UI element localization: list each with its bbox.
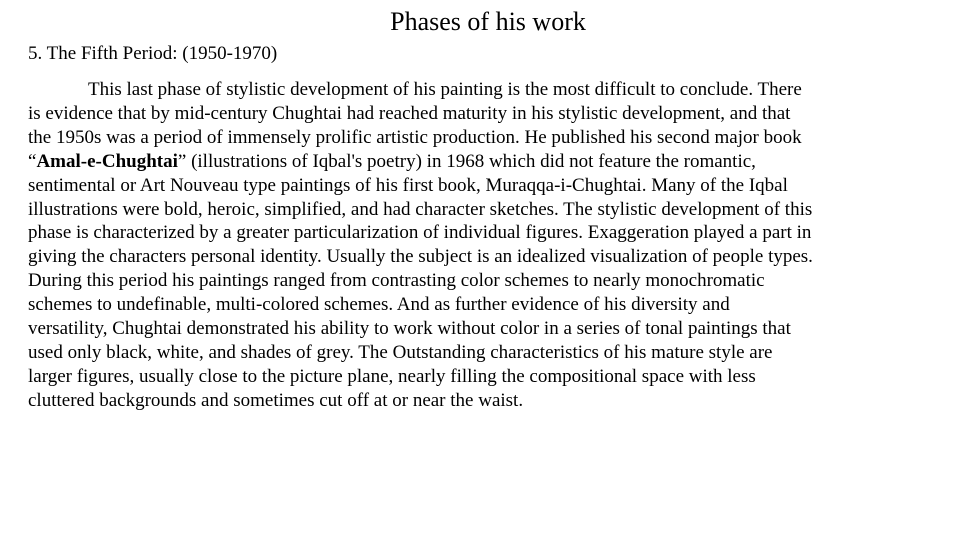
paragraph-line: cluttered backgrounds and sometimes cut off at or near the waist. xyxy=(28,389,524,411)
paragraph-line: the 1950s was a period of immensely prolific artistic production. He published his second major book xyxy=(28,126,802,148)
paragraph-line: versatility, Chughtai demonstrated his ability to work without color in a series of tonal paintings that xyxy=(28,318,791,340)
paragraph-line-rest: (illustrations of Iqbal's poetry) in 1968 which did not feature the romantic, xyxy=(186,150,756,172)
paragraph-line: This last phase of stylistic development of his painting is the most difficult to conclude. There xyxy=(88,79,802,100)
paragraph-line: schemes to undefinable, multi-colored schemes. And as further evidence of his diversity and xyxy=(28,294,730,316)
paragraph-line: is evidence that by mid-century Chughtai had reached maturity in his stylistic development, and that xyxy=(28,102,791,124)
book-title-quote-open: “ xyxy=(28,150,37,172)
paragraph-line: larger figures, usually close to the picture plane, nearly filling the compositional space with less xyxy=(28,365,756,387)
book-title-bold: Amal-e-Chughtai xyxy=(36,150,178,172)
paragraph-line: During this period his paintings ranged from contrasting color schemes to nearly monochromatic xyxy=(28,270,765,292)
book-title-quote-close: ” xyxy=(177,150,187,172)
paragraph-line: illustrations were bold, heroic, simplified, and had character sketches. The stylistic development of this xyxy=(28,198,813,220)
slide-title: Phases of his work xyxy=(390,7,586,36)
body-paragraph xyxy=(28,78,940,413)
paragraph-line: phase is characterized by a greater particularization of individual figures. Exaggeration played a part in xyxy=(28,222,812,244)
paragraph-line xyxy=(28,150,940,174)
paragraph-line: used only black, white, and shades of grey. The Outstanding characteristics of his mature style are xyxy=(28,341,773,363)
paragraph-line: giving the characters personal identity. Usually the subject is an idealized visualization of people types. xyxy=(28,246,813,268)
section-heading: 5. The Fifth Period: (1950-1970) xyxy=(28,43,278,64)
paragraph-line: sentimental or Art Nouveau type paintings of his first book, Muraqqa-i-Chughtai. Many of the Iqbal xyxy=(28,174,788,196)
